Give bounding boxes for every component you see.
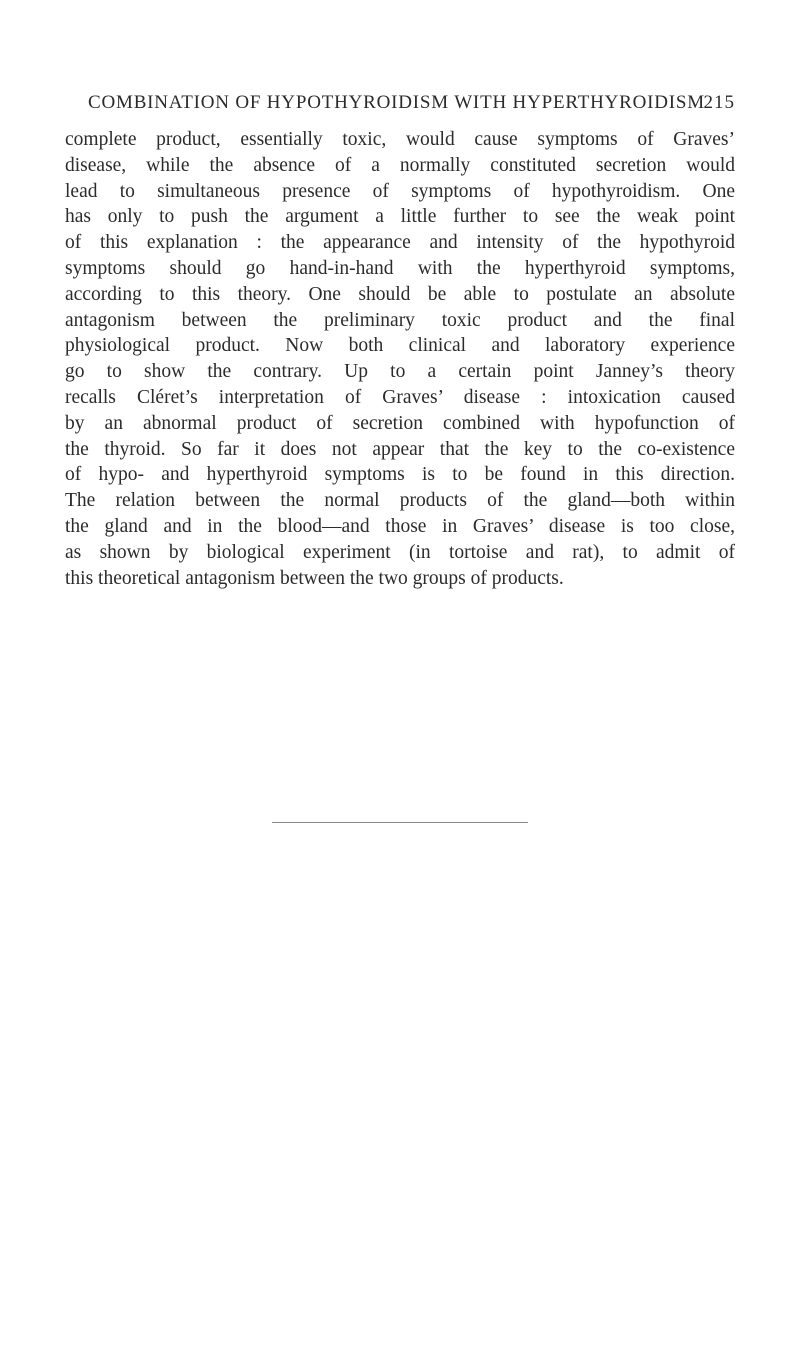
section-divider: [272, 822, 528, 823]
page-number: 215: [703, 92, 735, 113]
text-line: according to this theory. One should be able to postulate an absolute: [65, 283, 735, 305]
text-line: the thyroid. So far it does not appear that the key to the co-existence: [65, 438, 735, 460]
text-line: of hypo- and hyperthyroid symptoms is to be found in this direction.: [65, 464, 735, 486]
text-line: recalls Cléret’s interpretation of Graves’ disease : intoxication caused: [65, 386, 735, 408]
text-line: The relation between the normal products of the gland—both within: [65, 490, 735, 512]
running-head: [65, 92, 735, 120]
text-line: this theoretical antagonism between the two groups of products.: [65, 567, 564, 589]
running-head-title: COMBINATION OF HYPOTHYROIDISM WITH HYPERTHYROIDISM: [88, 92, 705, 113]
text-line: symptoms should go hand-in-hand with the hyperthyroid symptoms,: [65, 257, 735, 279]
text-line: by an abnormal product of secretion combined with hypofunction of: [65, 412, 735, 434]
text-line: has only to push the argument a little further to see the weak point: [65, 206, 735, 228]
text-line: disease, while the absence of a normally constituted secretion would: [65, 154, 735, 176]
text-line: lead to simultaneous presence of symptoms of hypothyroidism. One: [65, 180, 735, 202]
text-line: the gland and in the blood—and those in Graves’ disease is too close,: [65, 515, 735, 537]
text-line: as shown by biological experiment (in tortoise and rat), to admit of: [65, 541, 735, 563]
body-paragraph: [65, 127, 735, 591]
text-line: antagonism between the preliminary toxic product and the final: [65, 309, 735, 331]
text-line: go to show the contrary. Up to a certain point Janney’s theory: [65, 361, 735, 383]
text-line: of this explanation : the appearance and intensity of the hypothyroid: [65, 232, 735, 254]
text-line: complete product, essentially toxic, would cause symptoms of Graves’: [65, 129, 735, 150]
text-line: physiological product. Now both clinical and laboratory experience: [65, 335, 735, 357]
